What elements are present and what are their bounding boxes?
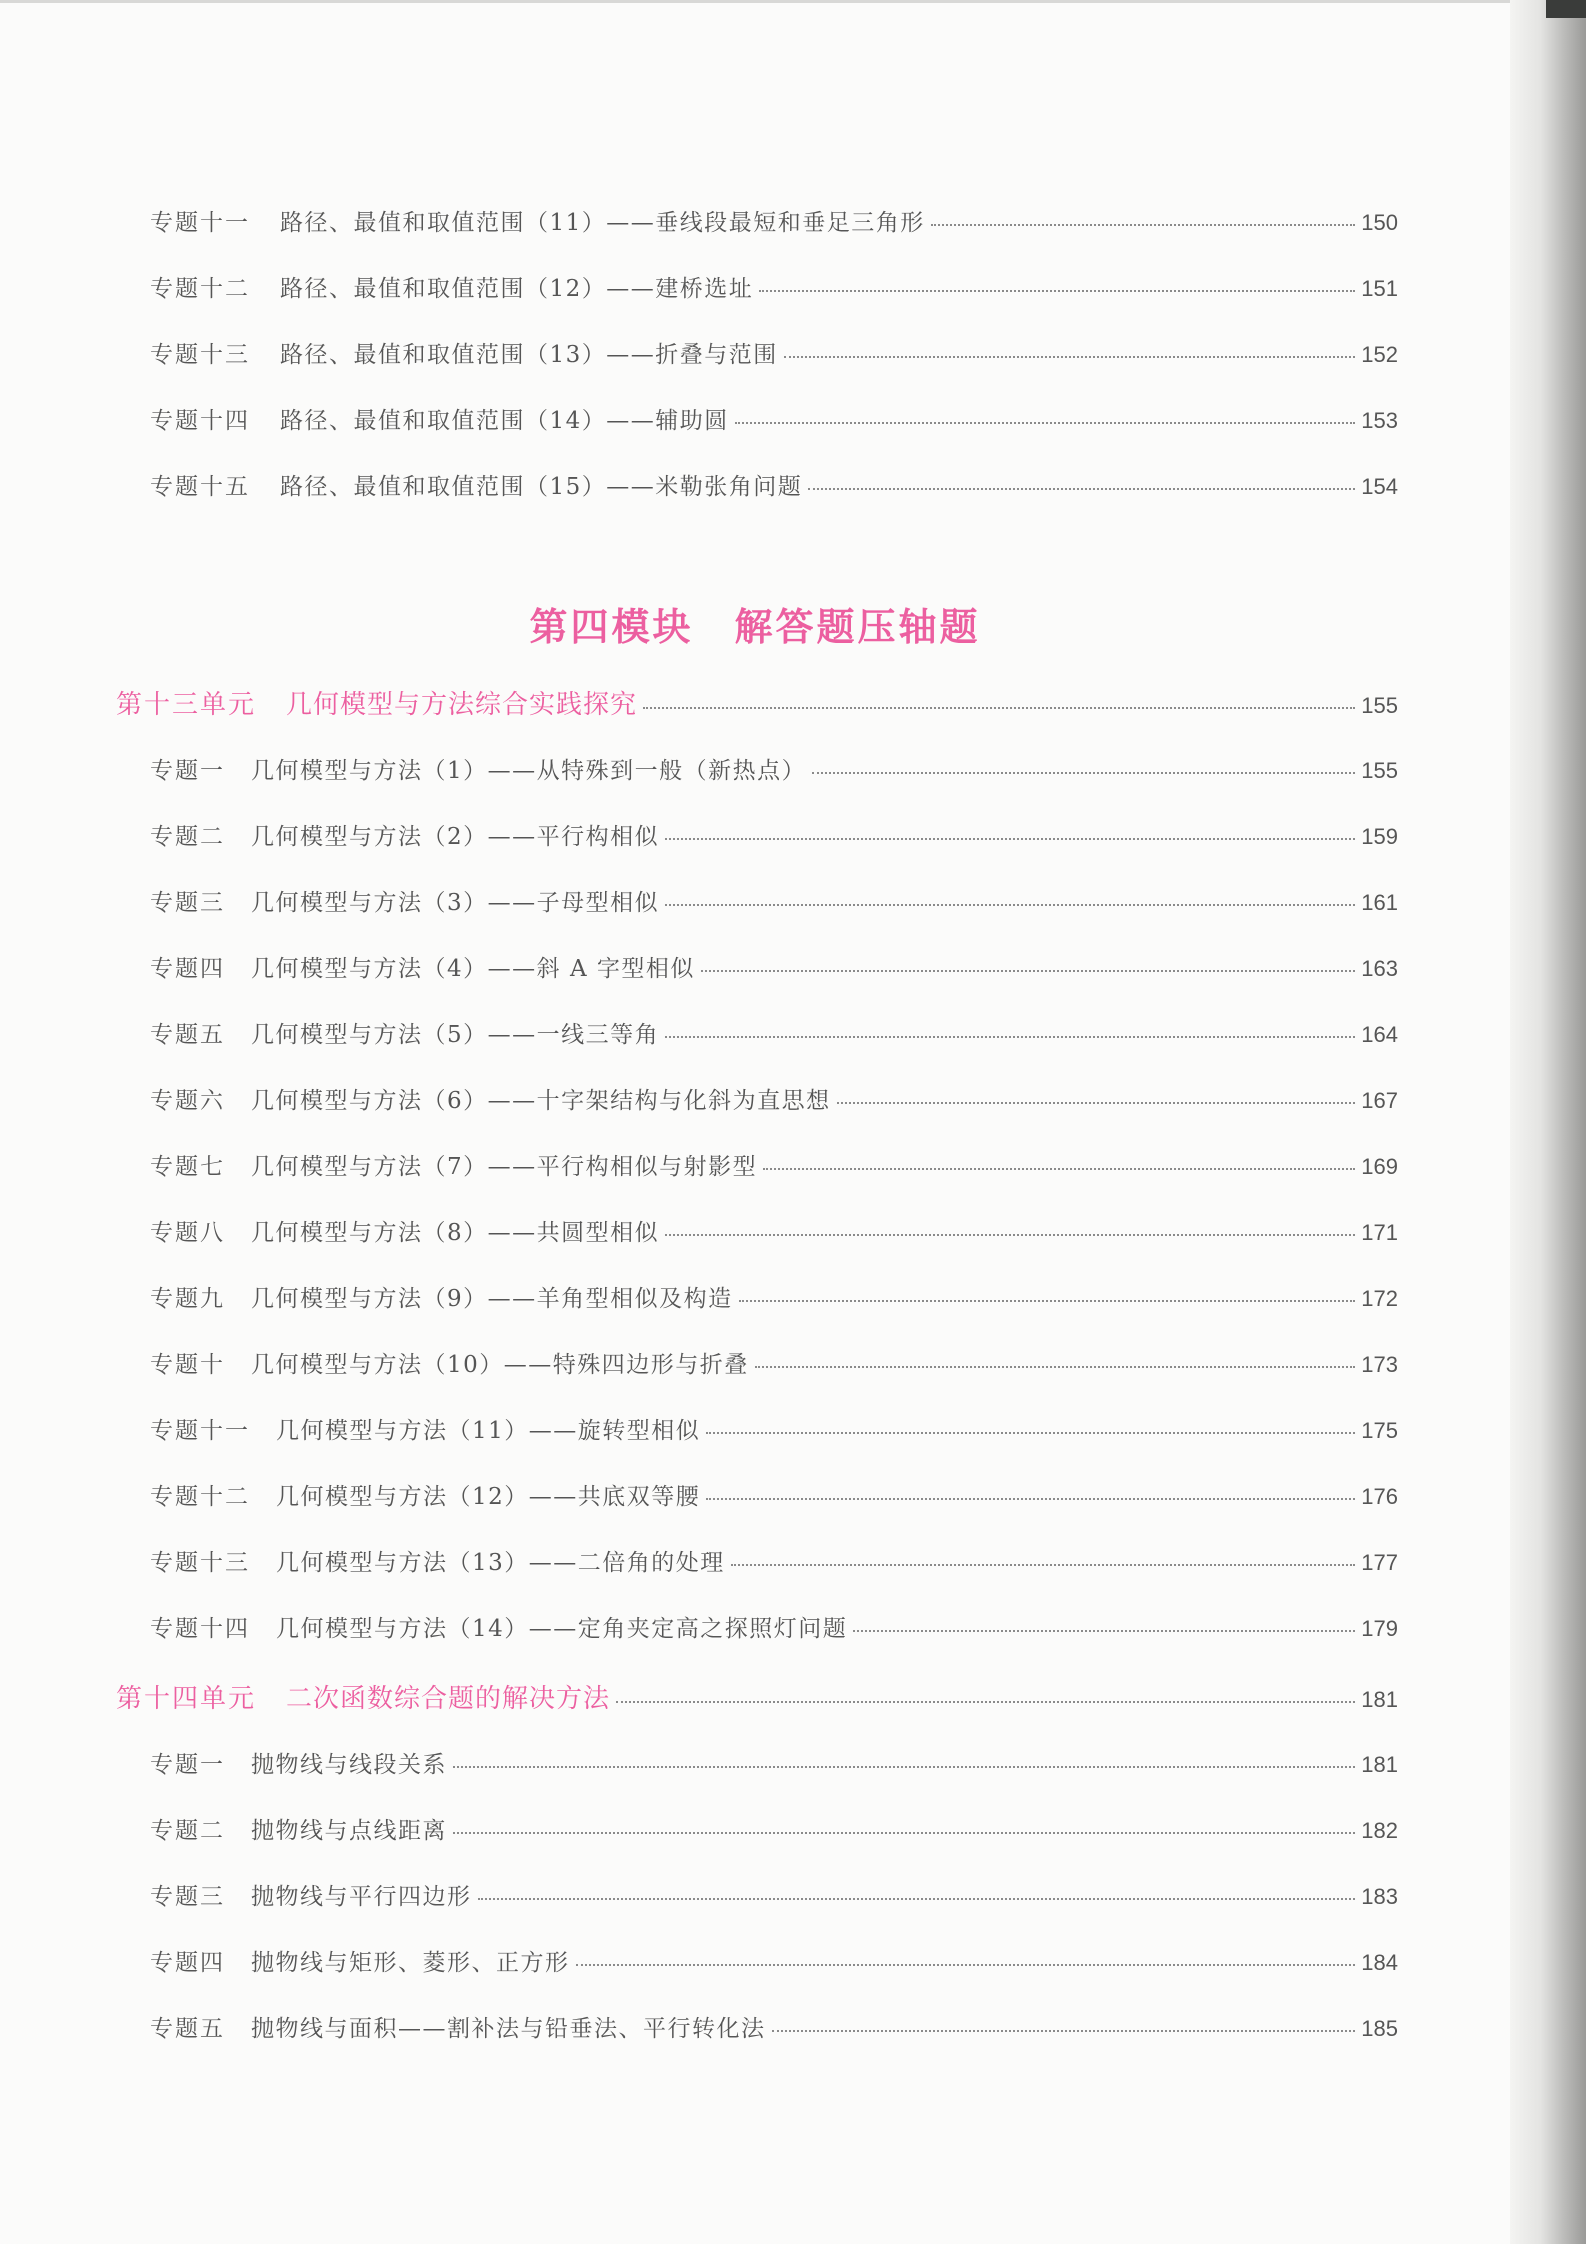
entry-page: 155	[1361, 758, 1398, 783]
entry-number: 专题五	[150, 2016, 225, 2042]
entry-page: 152	[1361, 342, 1398, 367]
dot-leader	[665, 837, 1355, 840]
entry-number: 专题三	[150, 1884, 225, 1910]
entry-page: 167	[1361, 1088, 1398, 1113]
entry-title: 几何模型与方法（12）——共底双等腰	[276, 1484, 701, 1510]
unit-page: 155	[1361, 693, 1398, 718]
entry-title: 几何模型与方法（5）——一线三等角	[251, 1022, 660, 1048]
entry-title: 抛物线与面积——割补法与铅垂法、平行转化法	[251, 2016, 766, 2042]
entry-page: 159	[1361, 824, 1398, 849]
toc-entry	[150, 1878, 1398, 1911]
dot-leader	[576, 1963, 1356, 1966]
entry-page: 171	[1361, 1220, 1398, 1245]
toc-entry	[150, 1346, 1398, 1379]
entry-number: 专题四	[150, 956, 225, 982]
entry-title: 几何模型与方法（6）——十字架结构与化斜为直思想	[251, 1088, 831, 1114]
dot-leader	[763, 1167, 1355, 1170]
entry-number: 专题十一	[150, 1418, 250, 1444]
dot-leader	[616, 1700, 1355, 1703]
entry-title: 路径、最值和取值范围（12）——建桥选址	[280, 276, 754, 302]
toc-entry	[150, 336, 1398, 369]
entry-page: 179	[1361, 1616, 1398, 1641]
unit-title: 几何模型与方法综合实践探究	[286, 690, 638, 720]
entry-title: 几何模型与方法（13）——二倍角的处理	[276, 1550, 725, 1576]
entry-number: 专题六	[150, 1088, 225, 1114]
dot-leader	[931, 223, 1356, 226]
entry-title: 路径、最值和取值范围（11）——垂线段最短和垂足三角形	[280, 210, 925, 236]
entry-number: 专题二	[150, 824, 225, 850]
dot-leader	[759, 289, 1355, 292]
toc-entry	[150, 1412, 1398, 1445]
unit-page: 181	[1361, 1687, 1398, 1712]
dot-leader	[706, 1431, 1355, 1434]
dot-leader	[478, 1897, 1356, 1900]
entry-number: 专题一	[150, 758, 225, 784]
entry-number: 专题二	[150, 1818, 225, 1844]
toc-entry	[150, 1082, 1398, 1115]
entry-page: 153	[1361, 408, 1398, 433]
dot-leader	[735, 421, 1356, 424]
toc-entry	[150, 1544, 1398, 1577]
dot-leader	[772, 2029, 1356, 2032]
entry-number: 专题九	[150, 1286, 225, 1312]
entry-title: 抛物线与线段关系	[251, 1752, 447, 1778]
dot-leader	[784, 355, 1356, 358]
entry-title: 路径、最值和取值范围（14）——辅助圆	[280, 408, 729, 434]
unit-heading	[116, 1678, 1398, 1715]
entry-number: 专题三	[150, 890, 225, 916]
unit-title: 二次函数综合题的解决方法	[286, 1684, 611, 1714]
toc-entry	[150, 2010, 1398, 2043]
toc-entry	[150, 752, 1398, 785]
entry-title: 几何模型与方法（4）——斜 A 字型相似	[251, 956, 695, 982]
toc-entry	[150, 1214, 1398, 1247]
entry-page: 184	[1361, 1950, 1398, 1975]
entry-number: 专题一	[150, 1752, 225, 1778]
entry-title: 几何模型与方法（10）——特殊四边形与折叠	[251, 1352, 749, 1378]
toc-entry	[150, 204, 1398, 237]
toc-entry	[150, 1812, 1398, 1845]
entry-page: 183	[1361, 1884, 1398, 1909]
entry-page: 177	[1361, 1550, 1398, 1575]
entry-number: 专题十四	[150, 408, 250, 434]
entry-number: 专题十二	[150, 276, 250, 302]
top-edge	[0, 0, 1510, 3]
entry-number: 专题十三	[150, 1550, 250, 1576]
dot-leader	[643, 706, 1355, 709]
toc-entry	[150, 468, 1398, 501]
entry-title: 几何模型与方法（2）——平行构相似	[251, 824, 660, 850]
entry-number: 专题十五	[150, 474, 250, 500]
dot-leader	[731, 1563, 1356, 1566]
entry-number: 专题十四	[150, 1616, 250, 1642]
unit-number: 第十三单元	[116, 690, 257, 720]
dot-leader	[701, 969, 1355, 972]
toc-entry	[150, 1280, 1398, 1313]
dot-leader	[706, 1497, 1355, 1500]
toc-entry	[150, 270, 1398, 303]
entry-page: 161	[1361, 890, 1398, 915]
entry-page: 151	[1361, 276, 1398, 301]
entry-number: 专题十二	[150, 1484, 250, 1510]
entry-title: 路径、最值和取值范围（15）——米勒张角问题	[280, 474, 803, 500]
entry-page: 182	[1361, 1818, 1398, 1843]
toc-entry	[150, 818, 1398, 851]
entry-title: 几何模型与方法（3）——子母型相似	[251, 890, 660, 916]
dot-leader	[665, 1233, 1355, 1236]
entry-page: 175	[1361, 1418, 1398, 1443]
entry-title: 几何模型与方法（8）——共圆型相似	[251, 1220, 660, 1246]
entry-title: 抛物线与点线距离	[251, 1818, 447, 1844]
dot-leader	[739, 1299, 1356, 1302]
entry-page: 150	[1361, 210, 1398, 235]
book-spine-shadow	[1510, 0, 1586, 2244]
entry-title: 几何模型与方法（7）——平行构相似与射影型	[251, 1154, 758, 1180]
dot-leader	[812, 771, 1355, 774]
entry-page: 169	[1361, 1154, 1398, 1179]
entry-title: 几何模型与方法（9）——羊角型相似及构造	[251, 1286, 733, 1312]
dot-leader	[665, 1035, 1355, 1038]
toc-entry	[150, 402, 1398, 435]
dot-leader	[837, 1101, 1356, 1104]
dot-leader	[665, 903, 1355, 906]
entry-page: 172	[1361, 1286, 1398, 1311]
entry-page: 173	[1361, 1352, 1398, 1377]
entry-number: 专题八	[150, 1220, 225, 1246]
toc-entry	[150, 1944, 1398, 1977]
entry-title: 路径、最值和取值范围（13）——折叠与范围	[280, 342, 778, 368]
entry-title: 抛物线与矩形、菱形、正方形	[251, 1950, 570, 1976]
toc-entry	[150, 950, 1398, 983]
entry-page: 181	[1361, 1752, 1398, 1777]
entry-title: 抛物线与平行四边形	[251, 1884, 472, 1910]
toc-entry	[150, 1148, 1398, 1181]
entry-number: 专题四	[150, 1950, 225, 1976]
toc-entry	[150, 1016, 1398, 1049]
dot-leader	[808, 487, 1355, 490]
entry-number: 专题十一	[150, 210, 250, 236]
entry-page: 154	[1361, 474, 1398, 499]
toc-entry	[150, 1610, 1398, 1643]
toc-entry	[150, 884, 1398, 917]
dot-leader	[755, 1365, 1356, 1368]
dot-leader	[453, 1765, 1355, 1768]
entry-page: 163	[1361, 956, 1398, 981]
entry-title: 几何模型与方法（1）——从特殊到一般（新热点）	[251, 758, 807, 784]
entry-number: 专题七	[150, 1154, 225, 1180]
module-heading: 第四模块 解答题压轴题	[529, 604, 981, 649]
entry-page: 164	[1361, 1022, 1398, 1047]
unit-heading	[116, 684, 1398, 721]
entry-title: 几何模型与方法（11）——旋转型相似	[276, 1418, 701, 1444]
unit-number: 第十四单元	[116, 1684, 257, 1714]
entry-page: 176	[1361, 1484, 1398, 1509]
toc-entry	[150, 1478, 1398, 1511]
entry-number: 专题五	[150, 1022, 225, 1048]
entry-number: 专题十三	[150, 342, 250, 368]
entry-number: 专题十	[150, 1352, 225, 1378]
entry-page: 185	[1361, 2016, 1398, 2041]
toc-entry	[150, 1746, 1398, 1779]
dot-leader	[453, 1831, 1355, 1834]
entry-title: 几何模型与方法（14）——定角夹定高之探照灯问题	[276, 1616, 848, 1642]
book-edge	[1546, 0, 1586, 18]
dot-leader	[853, 1629, 1355, 1632]
